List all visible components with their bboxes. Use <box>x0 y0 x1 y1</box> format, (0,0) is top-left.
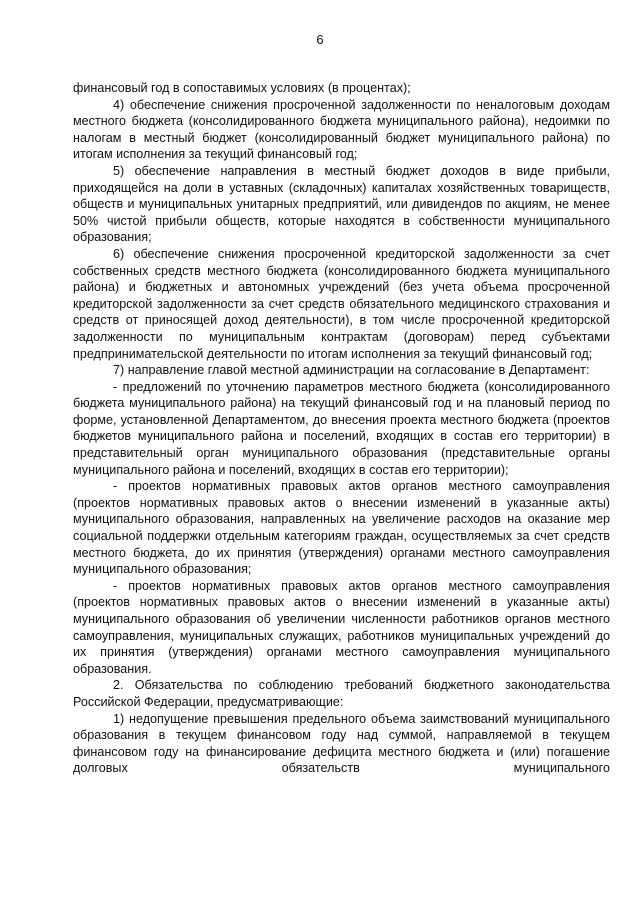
paragraph: - проектов нормативных правовых актов органов местного самоуправления (проектов нормативных правовых актов о внесении изменений в указанные акты) муниципального образования об увеличении численности работников органов местного самоуправления, муниципальных служащих, работников муниципальных учреждений до их принятия (утверждения) органами местного самоуправления муниципального образования. <box>73 578 610 676</box>
page-number: 6 <box>316 32 324 47</box>
paragraph: 2. Обязательства по соблюдению требований бюджетного законодательства Российской Федерации, предусматривающие: <box>73 678 610 709</box>
paragraph: 6) обеспечение снижения просроченной кредиторской задолженности за счет собственных средств местного бюджета (консолидированного бюджета муниципального района) и бюджетных и автономных учреждений (без учета объема просроченной кредиторской задолженности за счет средств обязательного медицинского страхования и средств от приносящей доход деятельности), в том числе просроченной кредиторской задолженности по муниципальным контрактам (договорам) перед субъектами предпринимательской деятельности по итогам исполнения за текущий финансовый год; <box>73 246 610 361</box>
paragraph: - предложений по уточнению параметров местного бюджета (консолидированного бюджета муниципального района) на текущий финансовый год и на плановый период по форме, установленной Департаментом, до внесения проекта местного бюджета (проектов бюджетов муниципального района и поселений, входящих в состав его территории) в представительный орган муниципального образования (представительные органы муниципального района и поселений, входящих в состав его территории); <box>73 379 610 477</box>
paragraph: 1) недопущение превышения предельного объема заимствований муниципального образования в текущем финансовом году над суммой, направляемой в текущем финансовом году на финансирование дефицита местного бюджета и (или) погашение долговых обязательств муниципального <box>73 711 610 776</box>
paragraph: - проектов нормативных правовых актов органов местного самоуправления (проектов нормативных правовых актов о внесении изменений в указанные акты) муниципального образования, направленных на увеличение расходов на оказание мер социальной поддержки отдельным категориям граждан, осуществляемых за счет средств местного бюджета, до их принятия (утверждения) органами местного самоуправления муниципального образования; <box>73 479 610 577</box>
document-body <box>73 80 610 777</box>
paragraph: 7) направление главой местной администрации на согласование в Департамент: <box>113 363 590 378</box>
paragraph: 5) обеспечение направления в местный бюджет доходов в виде прибыли, приходящейся на доли в уставных (складочных) капиталах хозяйственных товариществ, обществ и муниципальных унитарных предприятий, или дивидендов по акциям, не менее 50% чистой прибыли обществ, которые находятся в собственности муниципального образования; <box>73 163 610 245</box>
paragraph: 4) обеспечение снижения просроченной задолженности по неналоговым доходам местного бюджета (консолидированного бюджета муниципального района), недоимки по налогам в местный бюджет (консолидированный бюджет муниципального района) по итогам исполнения за текущий финансовый год; <box>73 97 610 162</box>
paragraph: финансовый год в сопоставимых условиях (в процентах); <box>73 81 411 95</box>
